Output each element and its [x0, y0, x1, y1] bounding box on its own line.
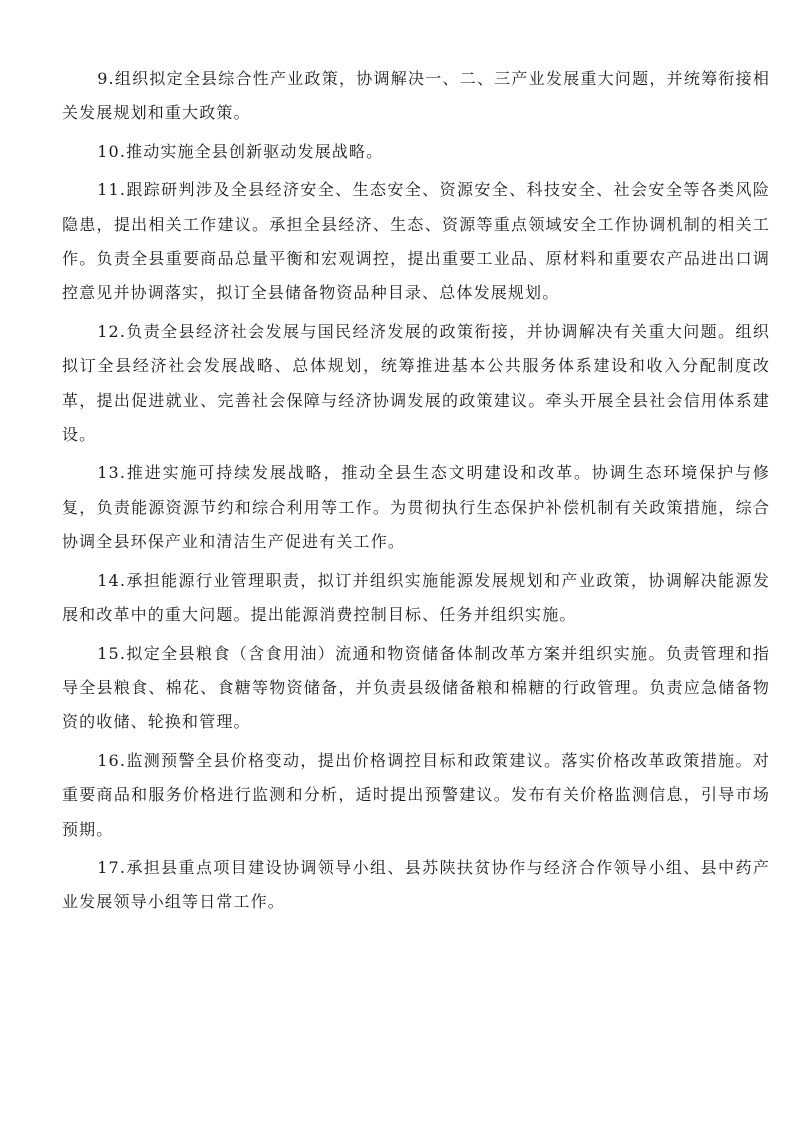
- paragraph-item-9: 9.组织拟定全县综合性产业政策，协调解决一、二、三产业发展重大问题，并统筹衔接相关发展规划和重大政策。: [62, 69, 770, 123]
- paragraph-item-10: 10.推动实施全县创新驱动发展战略。: [97, 141, 384, 161]
- paragraph-item-11: 11.跟踪研判涉及全县经济安全、生态安全、资源安全、科技安全、社会安全等各类风险隐患，提出相关工作建议。承担全县经济、生态、资源等重点领域安全工作协调机制的相关工作。负责全县重要商品总量平衡和宏观调控，提出重要工业品、原材料和重要农产品进出口调控意见并协调落实，拟订全县储备物资品种目录、总体发展规划。: [62, 180, 770, 303]
- document-page: [62, 62, 770, 924]
- paragraph-item-16: 16.监测预警全县价格变动，提出价格调控目标和政策建议。落实价格改革政策措施。对重要商品和服务价格进行监测和分析，适时提出预警建议。发布有关价格监测信息，引导市场预期。: [62, 750, 770, 839]
- paragraph-item-14: 14.承担能源行业管理职责，拟订并组织实施能源发展规划和产业政策，协调解决能源发展和改革中的重大问题。提出能源消费控制目标、任务并组织实施。: [62, 570, 770, 625]
- paragraph-item-13: 13.推进实施可持续发展战略，推动全县生态文明建设和改革。协调生态环境保护与修复，负责能源资源节约和综合利用等工作。为贯彻执行生态保护补偿机制有关政策措施，综合协调全县环保产业和清洁生产促进有关工作。: [62, 463, 770, 552]
- paragraph-item-17: 17.承担县重点项目建设协调领导小组、县苏陕扶贫协作与经济合作领导小组、县中药产业发展领导小组等日常工作。: [62, 857, 770, 912]
- paragraph-item-15: 15.拟定全县粮食（含食用油）流通和物资储备体制改革方案并组织实施。负责管理和指导全县粮食、棉花、食糖等物资储备，并负责县级储备粮和棉糖的行政管理。负责应急储备物资的收储、轮换和管理。: [62, 643, 770, 732]
- paragraph-item-12: 12.负责全县经济社会发展与国民经济发展的政策衔接，并协调解决有关重大问题。组织拟订全县经济社会发展战略、总体规划，统筹推进基本公共服务体系建设和收入分配制度改革，提出促进就业、完善社会保障与经济协调发展的政策建议。牵头开展全县社会信用体系建设。: [62, 321, 770, 445]
